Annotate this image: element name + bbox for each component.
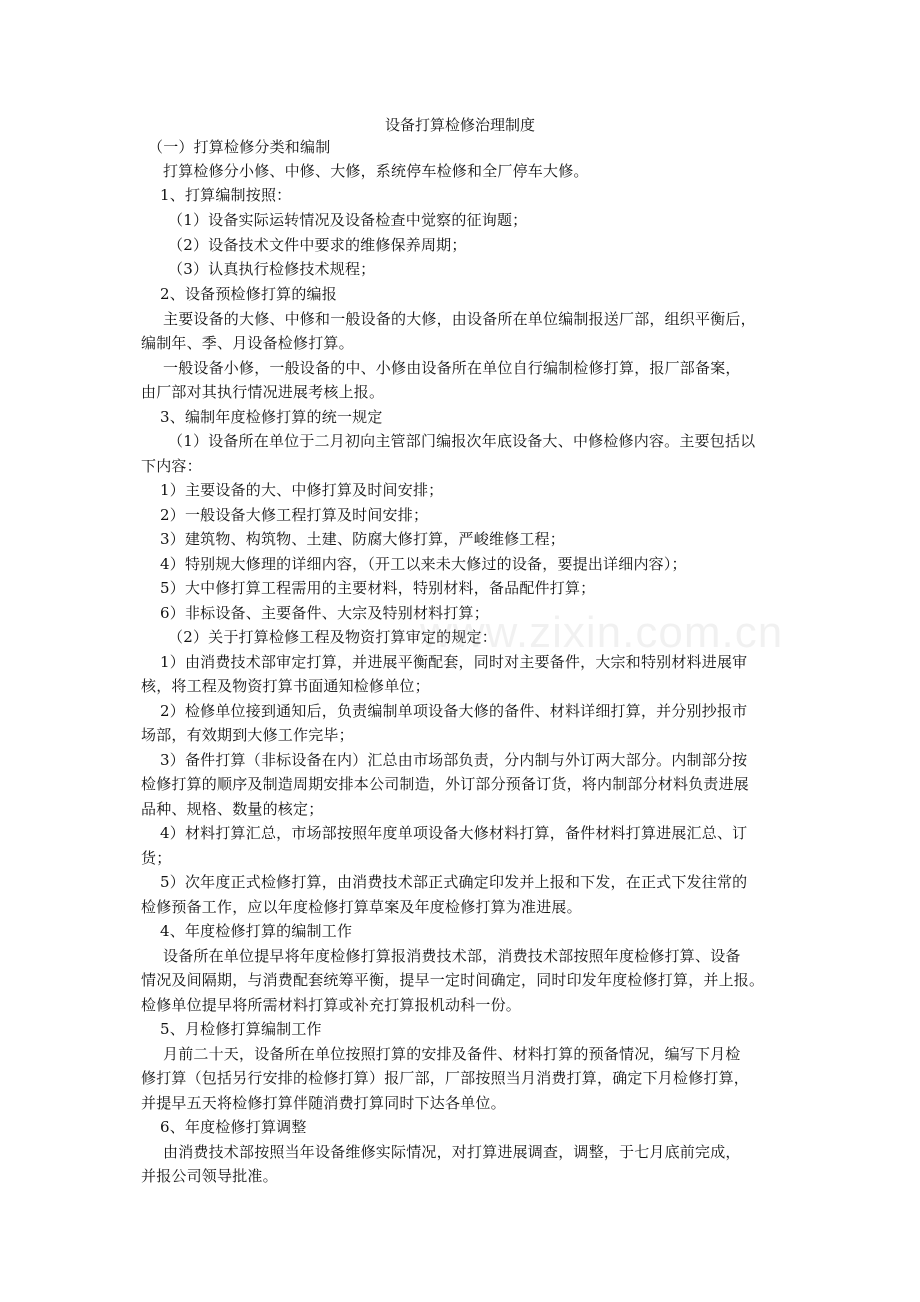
list-item: 4）材料打算汇总，市场部按照年度单项设备大修材料打算，备件材料打算进展汇总、订 (160, 824, 748, 842)
subsection-heading: 2、设备预检修打算的编报 (160, 285, 337, 303)
list-item: 3）建筑物、构筑物、土建、防腐大修打算，严峻维修工程； (160, 530, 565, 548)
list-item: 2）一般设备大修工程打算及时间安排； (160, 506, 429, 524)
paragraph-line: （2）关于打算检修工程及物资打算审定的规定： (168, 628, 497, 646)
paragraph-line: 情况及间隔期，与消费配套统筹平衡，提早一定时间确定，同时印发年度检修打算，并上报。 (141, 971, 765, 989)
paragraph-line: 编制年、季、月设备检修打算。 (141, 334, 354, 352)
paragraph-line: 并报公司领导批准。 (141, 1167, 278, 1185)
subsection-heading: 1、打算编制按照： (160, 186, 292, 204)
list-item: （3）认真执行检修技术规程； (168, 260, 376, 278)
list-item: 5）大中修打算工程需用的主要材料，特别材料，备品配件打算； (160, 579, 596, 597)
document-title: 设备打算检修治理制度 (384, 116, 535, 134)
paragraph-line: 打算检修分小修、中修、大修，系统停车检修和全厂停车大修。 (163, 162, 589, 180)
list-item: 5）次年度正式检修打算，由消费技术部正式确定印发并上报和下发，在正式下发往常的 (160, 873, 748, 891)
list-item: 4）特别规大修理的详细内容，（开工以来未大修过的设备，要提出详细内容）； (160, 555, 687, 573)
paragraph-line: 一般设备小修，一般设备的中、小修由设备所在单位自行编制检修打算，报厂部备案， (163, 359, 741, 377)
paragraph-line: 设备所在单位提早将年度检修打算报消费技术部，消费技术部按照年度检修打算、设备 (163, 947, 741, 965)
list-item: 1）由消费技术部审定打算，并进展平衡配套，同时对主要备件，大宗和特别材料进展审 (160, 653, 748, 671)
paragraph-line: 下内容： (141, 457, 202, 475)
paragraph-line: 由厂部对其执行情况进展考核上报。 (141, 383, 385, 401)
list-item: 核，将工程及物资打算书面通知检修单位； (141, 677, 430, 695)
paragraph-line: 检修单位提早将所需材料打算或补充打算报机动科一份。 (141, 996, 522, 1014)
section-heading: （一）打算检修分类和编制 (148, 138, 331, 156)
paragraph-line: 由消费技术部按照当年设备维修实际情况，对打算进展调查，调整，于七月底前完成， (163, 1143, 741, 1161)
paragraph-line: （1）设备所在单位于二月初向主管部门编报次年底设备大、中修检修内容。主要包括以 (168, 432, 756, 450)
subsection-heading: 6、年度检修打算调整 (160, 1118, 307, 1136)
paragraph-line: 主要设备的大修、中修和一般设备的大修，由设备所在单位编制报送厂部，组织平衡后， (163, 310, 756, 328)
paragraph-line: 修打算（包括另行安排的检修打算）报厂部，厂部按照当月消费打算，确定下月检修打算， (141, 1069, 750, 1087)
list-item: 6）非标设备、主要备件、大宗及特别材料打算； (160, 604, 489, 622)
list-item: （2）设备技术文件中要求的维修保养周期； (168, 236, 467, 254)
list-item: 场部，有效期到大修工作完毕； (141, 726, 354, 744)
list-item: 货； (141, 849, 172, 867)
subsection-heading: 3、编制年度检修打算的统一规定 (160, 408, 383, 426)
list-item: （1）设备实际运转情况及设备检查中觉察的征询题； (168, 211, 528, 229)
list-item: 检修预备工作，应以年度检修打算草案及年度检修打算为准进展。 (141, 898, 582, 916)
list-item: 2）检修单位接到通知后，负责编制单项设备大修的备件、材料详细打算，并分别抄报市 (160, 702, 748, 720)
list-item: 检修打算的顺序及制造周期安排本公司制造，外订部分预备订货，将内制部分材料负责进展 (141, 775, 750, 793)
subsection-heading: 4、年度检修打算的编制工作 (160, 922, 353, 940)
list-item: 品种、规格、数量的核定； (141, 800, 324, 818)
list-item: 3）备件打算（非标设备在内）汇总由市场部负责，分内制与外订两大部分。内制部分按 (160, 751, 748, 769)
subsection-heading: 5、月检修打算编制工作 (160, 1020, 322, 1038)
watermark: www.zixin.com.cn (420, 608, 784, 657)
paragraph-line: 并提早五天将检修打算伴随消费打算同时下达各单位。 (141, 1094, 506, 1112)
paragraph-line: 月前二十天，设备所在单位按照打算的安排及备件、材料打算的预备情况，编写下月检 (163, 1045, 741, 1063)
list-item: 1）主要设备的大、中修打算及时间安排； (160, 481, 444, 499)
